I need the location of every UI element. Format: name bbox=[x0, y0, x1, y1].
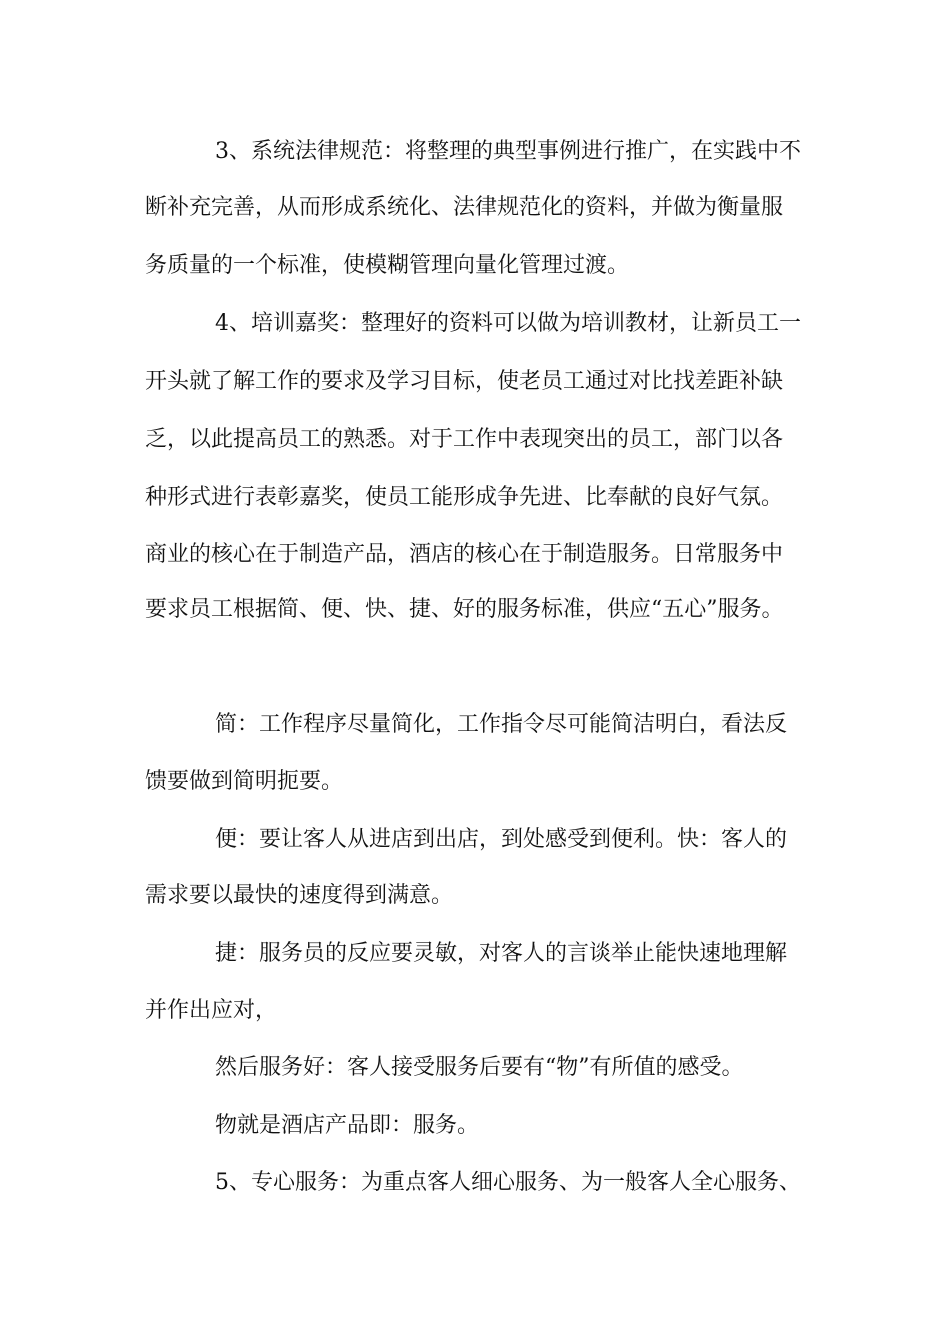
text-line: 需求要以最快的速度得到满意。 bbox=[145, 883, 454, 908]
text-line: 商业的核心在于制造产品，酒店的核心在于制造服务。日常服务中 bbox=[145, 542, 784, 567]
text-line: 便：要让客人从进店到出店，到处感受到便利。快：客人的 bbox=[215, 827, 788, 852]
text-line: 馈要做到简明扼要。 bbox=[145, 769, 344, 794]
text-line: 要求员工根据简、便、快、捷、好的服务标准，供应“五心”服务。 bbox=[145, 597, 784, 622]
text-line: 然后服务好：客人接受服务后要有“物”有所值的感受。 bbox=[215, 1055, 744, 1080]
text-line: 捷：服务员的反应要灵敏，对客人的言谈举止能快速地理解 bbox=[215, 941, 788, 966]
text-line: 并作出应对， bbox=[145, 998, 278, 1023]
text-line: 物就是酒店产品即：服务。 bbox=[215, 1113, 480, 1138]
text-line: 断补充完善，从而形成系统化、法律规范化的资料，并做为衡量服 bbox=[145, 195, 784, 220]
text-line: 5、专心服务：为重点客人细心服务、为一般客人全心服务、 bbox=[215, 1170, 801, 1195]
text-line: 种形式进行表彰嘉奖，使员工能形成争先进、比奉献的良好气氛。 bbox=[145, 485, 784, 510]
text-line: 简：工作程序尽量简化，工作指令尽可能简洁明白，看法反 bbox=[215, 712, 788, 737]
text-line: 4、培训嘉奖：整理好的资料可以做为培训教材，让新员工一 bbox=[215, 311, 801, 336]
text-line: 乏，以此提高员工的熟悉。对于工作中表现突出的员工，部门以各 bbox=[145, 427, 784, 452]
text-line: 开头就了解工作的要求及学习目标，使老员工通过对比找差距补缺 bbox=[145, 369, 784, 394]
text-line: 3、系统法律规范：将整理的典型事例进行推广，在实践中不 bbox=[215, 139, 801, 164]
text-line: 务质量的一个标准，使模糊管理向量化管理过渡。 bbox=[145, 253, 630, 278]
